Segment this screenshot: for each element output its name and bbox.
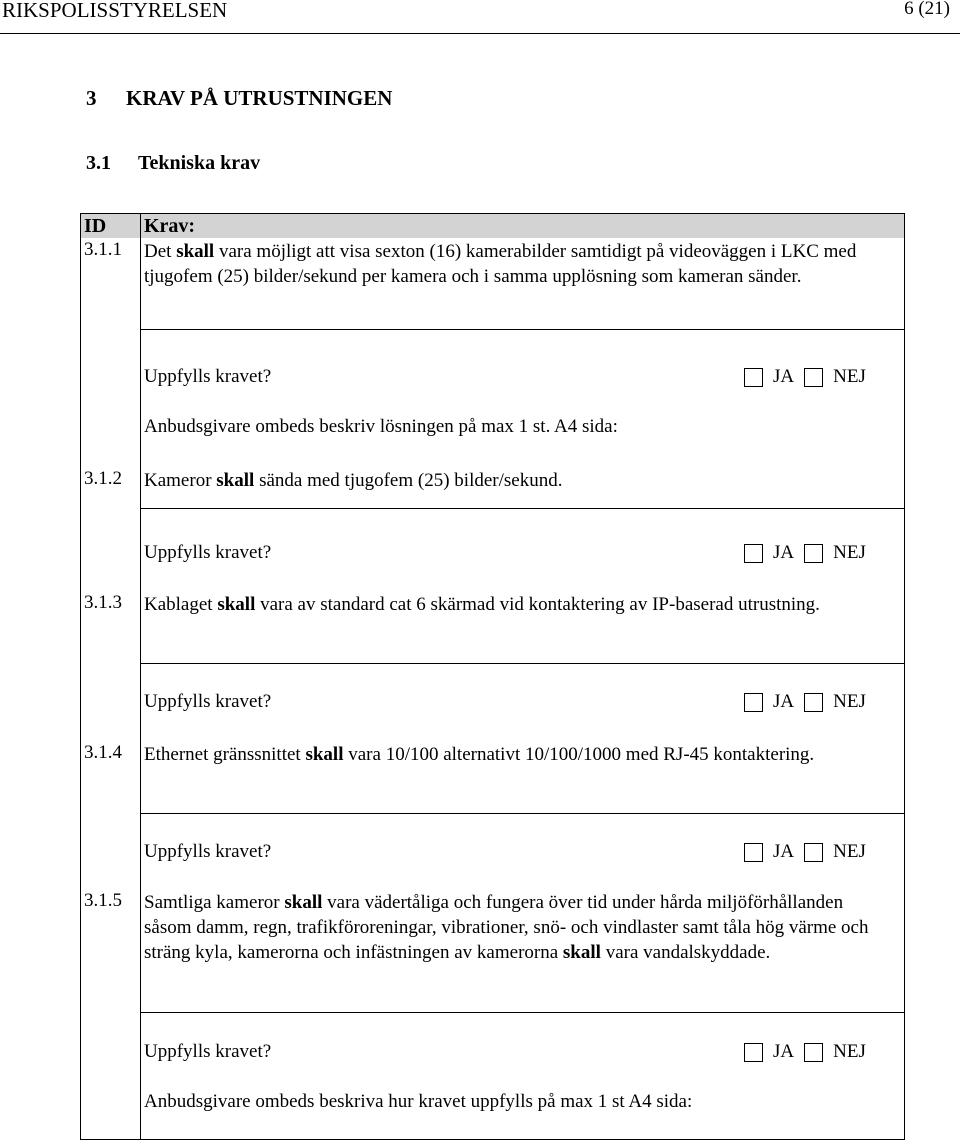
answer-options [744, 841, 866, 863]
section-number: 3 [86, 86, 97, 110]
requirement-id: 3.1.4 [84, 742, 122, 763]
answer-options [744, 542, 866, 564]
subsection-number: 3.1 [86, 152, 111, 174]
row-divider [140, 813, 904, 814]
row-divider [140, 663, 904, 664]
requirement-id: 3.1.2 [84, 468, 122, 489]
requirement-text: Kameror skall sända med tjugofem (25) bilder/sekund. [144, 470, 563, 491]
requirement-text: Samtliga kameror skall vara vädertåliga och fungera över tid under hårda miljöförhållanden såsom damm, regn, trafikföroreningar, vibrationer, snö- och vindlaster samt tåla hög värme och sträng kyla, kamerorna och infästningen av kamerorna skall vara vandalskyddade. [144, 892, 869, 963]
fulfilled-question: Uppfylls kravet? [144, 366, 272, 387]
fulfilled-question: Uppfylls kravet? [144, 1041, 272, 1062]
no-label: NEJ [833, 542, 866, 563]
answer-options [744, 1041, 866, 1063]
answer-options [744, 366, 866, 388]
fulfilled-question: Uppfylls kravet? [144, 841, 272, 862]
yes-checkbox[interactable] [744, 368, 763, 387]
no-label: NEJ [833, 1041, 866, 1062]
header-divider [0, 33, 960, 34]
fulfilled-question: Uppfylls kravet? [144, 542, 272, 563]
answer-options [744, 691, 866, 713]
row-divider [140, 1012, 904, 1013]
no-label: NEJ [833, 366, 866, 387]
table-header-row [81, 214, 904, 238]
id-column-header: ID [84, 215, 107, 237]
fulfilled-question: Uppfylls kravet? [144, 691, 272, 712]
no-checkbox[interactable] [804, 843, 823, 862]
no-checkbox[interactable] [804, 368, 823, 387]
no-checkbox[interactable] [804, 1043, 823, 1062]
answer-instruction: Anbudsgivare ombeds beskriva hur kravet uppfylls på max 1 st A4 sida: [144, 1091, 693, 1112]
no-checkbox[interactable] [804, 544, 823, 563]
yes-label: JA [773, 542, 795, 563]
row-divider [140, 508, 904, 509]
yes-checkbox[interactable] [744, 843, 763, 862]
no-checkbox[interactable] [804, 693, 823, 712]
subsection-title: Tekniska krav [138, 152, 261, 174]
requirements-table [80, 213, 905, 1140]
section-title: KRAV PÅ UTRUSTNINGEN [126, 86, 393, 110]
requirement-text: Kablaget skall vara av standard cat 6 skärmad vid kontaktering av IP-baserad utrustning. [144, 594, 820, 615]
yes-checkbox[interactable] [744, 693, 763, 712]
yes-checkbox[interactable] [744, 1043, 763, 1062]
yes-label: JA [773, 691, 795, 712]
requirement-id: 3.1.5 [84, 890, 122, 911]
answer-instruction: Anbudsgivare ombeds beskriv lösningen på max 1 st. A4 sida: [144, 416, 618, 437]
yes-checkbox[interactable] [744, 544, 763, 563]
section-heading [86, 86, 392, 111]
requirement-id: 3.1.1 [84, 239, 122, 260]
requirement-text: Det skall vara möjligt att visa sexton (16) kamerabilder samtidigt på videoväggen i LKC med tjugofem (25) bilder/sekund per kamera och i samma upplösning som kameran sänder. [144, 241, 857, 287]
column-divider [140, 214, 141, 1139]
requirement-text: Ethernet gränssnittet skall vara 10/100 alternativt 10/100/1000 med RJ-45 kontaktering. [144, 744, 815, 765]
yes-label: JA [773, 1041, 795, 1062]
organization-name: RIKSPOLISSTYRELSEN [2, 0, 228, 22]
yes-label: JA [773, 841, 795, 862]
no-label: NEJ [833, 841, 866, 862]
subsection-heading [86, 152, 260, 175]
row-divider [140, 329, 904, 330]
yes-label: JA [773, 366, 795, 387]
requirement-id: 3.1.3 [84, 592, 122, 613]
no-label: NEJ [833, 691, 866, 712]
page-number: 6 (21) [904, 0, 950, 19]
requirement-column-header: Krav: [144, 215, 196, 237]
